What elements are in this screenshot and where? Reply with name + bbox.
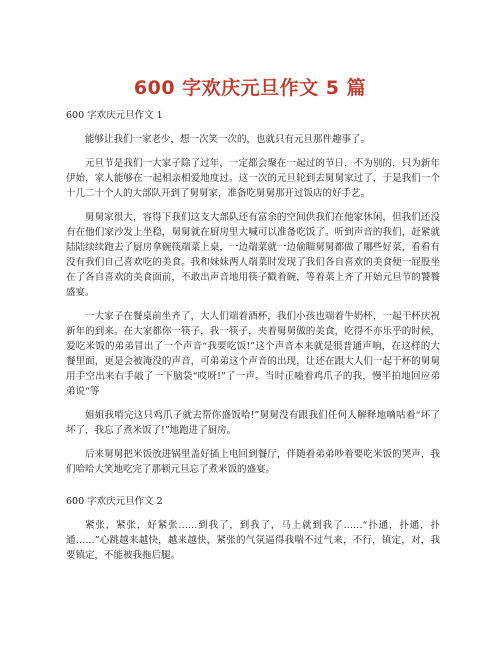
section-heading: 600 字欢庆元旦作文 1 xyxy=(66,110,163,121)
paragraph: 紧张，紧张，好紧张……到我了，到我了，马上就到我了……“扑通，扑通，扑通……”心跳越来越快，越来越快，紧张的气氛逼得我喘不过气来，不行，镇定，对，我要镇定，不能被我拖后腿。 xyxy=(66,520,440,561)
document-body xyxy=(66,108,440,572)
paragraph: 舅舅家很大，容得下我们这支大部队还有富余的空间供我们在他家休闲，但我们还没有在他们家沙发上坐稳，舅舅就在厨房里大喊可以准备吃饭了。听到声音的我们，赶紧就陆陆续续跑去了厨房拿碗筷端菜上桌，一边端菜就一边偷瞄舅舅都做了哪些好菜，看看有没有我们自己喜欢吃的美食。我和妹妹两人端菜时发现了我们各自喜欢的美食便一屁股坐在了各自喜欢的美食面前，不敢出声音地用筷子戳着碗，等着菜上齐了开始元旦节的饕餮盛宴。 xyxy=(66,212,440,298)
page-title: 600 字欢庆元旦作文 5 篇 xyxy=(133,77,367,99)
paragraph: 元旦节是我们一大家子除了过年，一定都会聚在一起过的节日，不为别的，只为新年伊始，家人能够在一起相亲相爱地度过。这一次的元旦轮到去舅舅家过了，于是我们一个十几二十个人的大部队开到了舅舅家，准备吃舅舅那开过饭店的好手艺。 xyxy=(66,158,440,199)
paragraph: 一大家子在餐桌前坐齐了，大人们端着酒杯，我们小孩也端着牛奶杯，一起干杯庆祝新年的到来。在大家都你一筷子，我一筷子，夹着舅舅做的美食，吃得不亦乐乎的时候，爱吃米饭的弟弟冒出了一个声音“我要吃饭!”这个声音本来就是很普通声响，在这样的大餐里面，更是会被淹没的声音，可弟弟这个声音的出现，让还在跟大人们一起干杯的舅舅用手空出来右手敲了一下脑袋“哎呀!”了一声。当时正嗑着鸡爪子的我，慢半拍地回应弟弟说“等 xyxy=(66,311,440,397)
section-heading: 600 字欢庆元旦作文 2 xyxy=(66,496,163,507)
paragraph: 姐姐我啃完这只鸡爪子就去帮你盛饭哈!”舅舅没有跟我们任何人解释地嘀咕着“坏了坏了，我忘了煮米饭了!”地跑进了厨房。 xyxy=(66,410,440,436)
paragraph: 后来舅舅把米饭放进锅里盖好插上电回到餐厅，伴随着弟弟吵着要吃米饭的哭声，我们哈哈大笑地吃完了那顿元旦忘了煮米饭的盛宴。 xyxy=(66,449,440,475)
paragraph: 能够让我们一家老少，想一次笑一次的，也就只有元旦那件趣事了。 xyxy=(85,134,371,145)
